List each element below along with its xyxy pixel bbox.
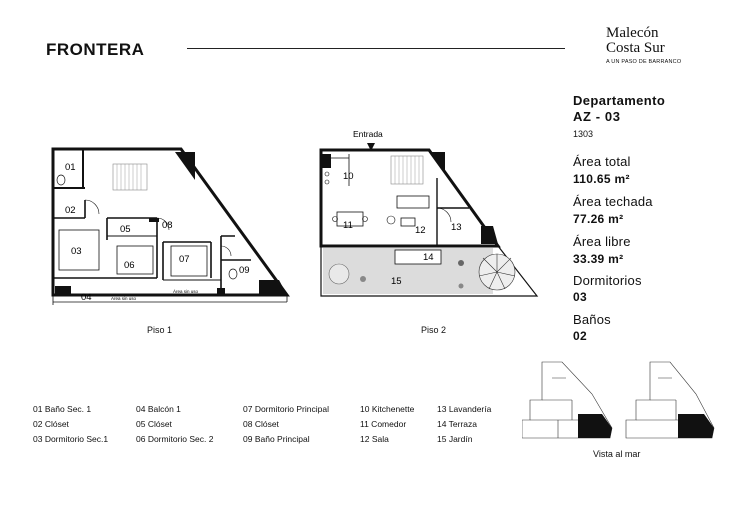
room-03-label: 03 (71, 246, 82, 257)
unit-title: Departamento (573, 93, 666, 108)
stat-bathrooms-value: 02 (573, 329, 587, 343)
room-13-label: 13 (451, 222, 462, 233)
legend-item: 06 Dormitorio Sec. 2 (136, 434, 214, 444)
project-logo-line2: Costa Sur (606, 40, 665, 56)
room-14-label: 14 (423, 252, 434, 263)
project-tagline: A UN PASO DE BARRANCO (606, 59, 682, 65)
legend-item: 15 Jardín (437, 434, 473, 444)
legend-column-2 (136, 402, 213, 447)
legend-item: 10 Kitchenette (360, 404, 415, 414)
legend-column-5 (437, 402, 491, 447)
room-02-label: 02 (65, 205, 76, 216)
stat-roofed-value: 77.26 m² (573, 212, 624, 226)
legend-item: 01 Baño Sec. 1 (33, 404, 92, 414)
project-logo-line1: Malecón (606, 25, 659, 41)
stat-total-label: Área total (573, 154, 631, 169)
floor-plan-1 (45, 140, 295, 310)
stat-roofed-label: Área techada (573, 194, 653, 209)
room-12-label: 12 (415, 225, 426, 236)
stat-free-value: 33.39 m² (573, 252, 624, 266)
plan-2-caption: Piso 2 (421, 325, 447, 335)
room-09-label: 09 (239, 265, 250, 276)
room-07-label: 07 (179, 254, 190, 265)
room-04-label: 04 (81, 292, 92, 303)
legend-item: 02 Clóset (33, 419, 69, 429)
unit-number: 1303 (573, 129, 594, 139)
floor-plan-2 (305, 126, 555, 298)
garden-plant-icon (479, 254, 515, 290)
legend-item: 12 Sala (360, 434, 389, 444)
room-11-label: 11 (343, 220, 353, 231)
stat-total-value: 110.65 m² (573, 172, 630, 186)
stat-bedrooms-label: Dormitorios (573, 273, 642, 288)
stat-bedrooms-value: 03 (573, 290, 587, 304)
legend-column-1 (33, 402, 108, 447)
legend-item: 08 Clóset (243, 419, 279, 429)
stat-free-label: Área libre (573, 234, 631, 249)
legend-item: 05 Clóset (136, 419, 172, 429)
plan-1-caption: Piso 1 (147, 325, 173, 335)
unused-area-note-b: Área sin uso (173, 289, 199, 294)
header-divider (187, 48, 565, 49)
legend-item: 11 Comedor (360, 419, 407, 429)
key-plans (522, 358, 722, 444)
key-plan-caption: Vista al mar (593, 449, 641, 459)
room-08-label: 08 (162, 220, 173, 231)
legend-column-3 (243, 402, 329, 447)
unit-code: AZ - 03 (573, 109, 621, 124)
unused-area-note-a: Área sin uso (111, 296, 137, 301)
legend-item: 04 Balcón 1 (136, 404, 181, 414)
entrance-label: Entrada (353, 129, 383, 139)
legend-item: 09 Baño Principal (243, 434, 310, 444)
room-06-label: 06 (124, 260, 135, 271)
room-05-label: 05 (120, 224, 131, 235)
room-01-label: 01 (65, 162, 76, 173)
room-10-label: 10 (343, 171, 354, 182)
legend-item: 13 Lavandería (437, 404, 492, 414)
legend-item: 03 Dormitorio Sec.1 (33, 434, 109, 444)
legend-item: 07 Dormitorio Principal (243, 404, 329, 414)
room-15-label: 15 (391, 276, 402, 287)
legend-item: 14 Terraza (437, 419, 478, 429)
stat-bathrooms-label: Baños (573, 312, 611, 327)
brand-logo: FRONTERA (46, 40, 145, 59)
legend-column-4 (360, 402, 414, 447)
